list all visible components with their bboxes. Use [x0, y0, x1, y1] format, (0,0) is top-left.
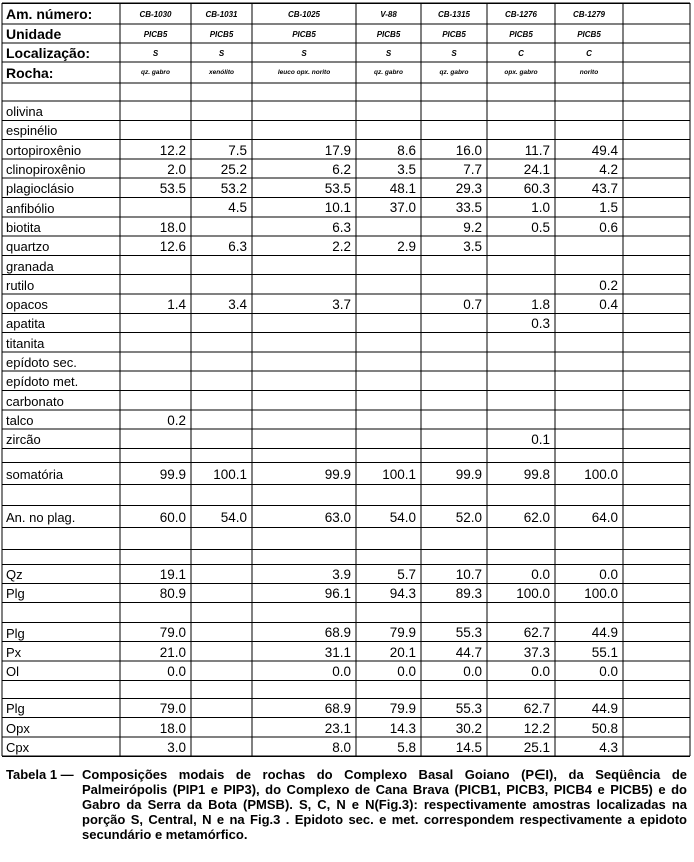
row-label: plagioclásio: [6, 181, 74, 197]
sample-unit: PICB5: [577, 29, 601, 39]
table-cell: 100.1: [382, 466, 416, 482]
sample-rock: qz. gabro: [141, 69, 170, 77]
sample-loc: S: [218, 48, 225, 58]
table-cell: 2.0: [167, 161, 186, 177]
table-cell: 100.0: [516, 586, 550, 602]
table-cell: 0.2: [599, 277, 618, 293]
table-cell: 99.9: [159, 466, 186, 482]
table-cell: 33.5: [455, 200, 482, 216]
sample-rock: norito: [579, 69, 599, 77]
table-cell: 24.1: [523, 161, 550, 177]
table-cell: 55.1: [591, 644, 618, 660]
table-cell: 60.0: [159, 509, 186, 525]
table-cell: 12.2: [159, 142, 186, 158]
table-cell: 0.0: [531, 567, 550, 583]
table-cell: 0.3: [531, 316, 550, 332]
row-label: ortopiroxênio: [6, 142, 82, 158]
row-label: zircão: [6, 432, 41, 448]
table-cell: 31.1: [324, 644, 351, 660]
table-cell: 21.0: [159, 644, 186, 660]
sample-loc: C: [518, 48, 524, 58]
header-label: Rocha:: [6, 64, 54, 81]
table-cell: 53.5: [324, 181, 351, 197]
row-label: anfibólio: [6, 200, 55, 216]
row-label: titanita: [6, 335, 45, 351]
table-cell: 17.9: [324, 142, 351, 158]
sample-loc: C: [586, 48, 592, 58]
table-cell: 79.9: [389, 701, 416, 717]
sample-loc: S: [385, 48, 392, 58]
table-cell: 19.1: [159, 567, 186, 583]
table-cell: 62.7: [523, 625, 550, 641]
table-cell: 55.3: [455, 625, 482, 641]
table-cell: 54.0: [220, 509, 247, 525]
caption-title: Tabela 1 —: [6, 767, 74, 782]
row-label: Plg: [6, 701, 25, 717]
table-cell: 7.7: [463, 161, 482, 177]
sample-rock: opx. gabro: [504, 69, 538, 77]
table-cell: 25.1: [523, 739, 550, 755]
table-cell: 49.4: [591, 142, 618, 158]
table-cell: 37.0: [389, 200, 416, 216]
table-cell: 37.3: [523, 644, 550, 660]
sample-code: CB-1276: [504, 9, 537, 19]
table-cell: 20.1: [389, 644, 416, 660]
table-cell: 29.3: [455, 181, 482, 197]
sample-loc: S: [301, 48, 307, 58]
sample-unit: PICB5: [209, 29, 234, 39]
row-label: espinélio: [6, 123, 58, 139]
table-cell: 62.0: [523, 509, 550, 525]
table-cell: 11.7: [524, 142, 550, 158]
sample-code: CB-1315: [437, 9, 470, 19]
row-label: olivina: [6, 104, 43, 120]
table-cell: 7.5: [228, 142, 247, 158]
row-label: epídoto sec.: [6, 355, 77, 371]
sample-unit: PICB5: [509, 29, 533, 39]
sample-code: CB-1025: [287, 9, 320, 19]
table-cell: 12.6: [159, 239, 186, 254]
table-cell: 68.9: [324, 625, 351, 641]
table-cell: 2.9: [397, 239, 416, 254]
table-cell: 60.3: [523, 181, 550, 197]
row-label: clinopiroxênio: [6, 162, 86, 178]
table-cell: 54.0: [389, 509, 416, 525]
table-caption: [6, 767, 690, 842]
table-cell: 62.7: [523, 701, 550, 717]
table-cell: 16.0: [455, 142, 482, 158]
table-cell: 99.9: [455, 466, 482, 482]
table-cell: 100.0: [584, 466, 618, 482]
sample-rock: xenólito: [209, 69, 234, 77]
table-cell: 0.0: [332, 663, 351, 679]
table-cell: 5.8: [397, 739, 416, 755]
row-label: epídoto met.: [6, 374, 79, 390]
row-label: An. no plag.: [6, 509, 76, 525]
table-cell: 3.4: [228, 296, 247, 312]
table-cell: 79.0: [159, 625, 186, 641]
table-cell: 12.2: [523, 720, 550, 736]
table-cell: 0.0: [531, 663, 550, 679]
table-cell: 44.7: [455, 644, 482, 660]
table-cell: 9.2: [463, 219, 482, 235]
table-cell: 18.0: [159, 720, 186, 736]
table-cell: 3.0: [167, 739, 186, 755]
sample-rock: qz. gabro: [374, 69, 403, 77]
table-cell: 23.1: [324, 720, 351, 736]
table-cell: 30.2: [455, 720, 482, 736]
table-cell: 50.8: [591, 720, 618, 736]
table-cell: 5.7: [397, 567, 416, 583]
table-cell: 1.4: [167, 296, 186, 312]
table-cell: 63.0: [324, 509, 351, 525]
table-cell: 0.0: [167, 663, 186, 679]
table-cell: 79.0: [159, 701, 186, 717]
table-cell: 25.2: [220, 161, 247, 177]
table-cell: 79.9: [389, 625, 416, 641]
row-label: Px: [6, 644, 22, 660]
sample-loc: S: [451, 48, 457, 58]
row-label: Plg: [6, 625, 25, 641]
row-label: Qz: [6, 567, 23, 583]
table-cell: 0.0: [397, 663, 416, 679]
sample-loc: S: [152, 48, 159, 58]
table-cell: 6.3: [228, 239, 247, 254]
table-cell: 8.0: [332, 739, 351, 755]
table-cell: 0.0: [599, 567, 618, 583]
table-cell: 68.9: [324, 701, 351, 717]
table-cell: 53.2: [220, 181, 247, 197]
sample-rock: qz. gabro: [439, 69, 469, 77]
table-cell: 4.2: [599, 161, 618, 177]
table-cell: 2.2: [332, 239, 351, 254]
row-label: Ol: [6, 664, 19, 680]
table-cell: 1.5: [599, 200, 618, 216]
table-cell: 6.3: [332, 219, 351, 235]
table-cell: 3.7: [332, 296, 351, 312]
sample-code: CB-1031: [205, 9, 238, 19]
table-cell: 99.9: [324, 466, 351, 482]
table-cell: 0.5: [531, 219, 550, 235]
table-cell: 100.0: [584, 586, 618, 602]
table-cell: 1.8: [531, 296, 550, 312]
sample-unit: PICB5: [376, 29, 401, 39]
row-label: rutilo: [6, 277, 35, 293]
row-label: granada: [6, 258, 54, 274]
table-cell: 14.5: [455, 739, 482, 755]
sample-code: V-88: [380, 9, 397, 19]
header-label: Localização:: [6, 44, 91, 61]
sample-unit: PICB5: [143, 29, 168, 39]
table-cell: 3.5: [397, 161, 416, 177]
row-label: Cpx: [6, 740, 30, 756]
table-cell: 3.9: [332, 567, 351, 583]
table-cell: 53.5: [159, 181, 186, 197]
row-label: talco: [6, 412, 34, 428]
table-cell: 4.3: [599, 739, 618, 755]
table-cell: 0.2: [167, 412, 186, 428]
table-cell: 94.3: [389, 586, 416, 602]
table-cell: 43.7: [591, 181, 618, 197]
table-cell: 0.4: [599, 296, 618, 312]
row-label: carbonato: [6, 393, 64, 409]
sample-code: CB-1279: [572, 9, 605, 19]
table-cell: 99.8: [523, 466, 550, 482]
table-cell: 10.7: [455, 567, 482, 583]
header-label: Unidade: [6, 25, 62, 42]
table-cell: 18.0: [159, 219, 186, 235]
table-cell: 6.2: [332, 161, 351, 177]
table-cell: 44.9: [591, 625, 618, 641]
table-cell: 64.0: [591, 509, 618, 525]
sample-unit: PICB5: [292, 29, 316, 39]
table-cell: 3.5: [463, 239, 482, 254]
row-label: apatita: [6, 316, 46, 332]
sample-rock: leuco opx. norito: [277, 69, 331, 77]
table-cell: 44.9: [591, 701, 618, 717]
table-cell: 55.3: [455, 701, 482, 717]
row-label: quartzo: [6, 239, 50, 255]
table-cell: 14.3: [389, 720, 416, 736]
row-label: Plg: [6, 586, 25, 602]
table-cell: 100.1: [213, 466, 247, 482]
table-cell: 0.1: [531, 432, 550, 447]
table-cell: 8.6: [397, 142, 416, 158]
table-cell: 89.3: [455, 586, 482, 602]
table-cell: 0.0: [463, 663, 482, 679]
row-label: Opx: [6, 720, 30, 736]
table-cell: 0.6: [599, 219, 618, 235]
table-cell: 48.1: [389, 181, 416, 197]
sample-code: CB-1030: [139, 9, 172, 19]
table-cell: 0.7: [463, 296, 482, 312]
table-cell: 96.1: [324, 586, 351, 602]
header-label: Am. número:: [6, 5, 93, 22]
table-cell: 1.0: [531, 200, 550, 216]
table-cell: 0.0: [599, 663, 618, 679]
row-label: somatória: [6, 466, 64, 482]
row-label: opacos: [6, 297, 48, 313]
table-cell: 80.9: [159, 586, 186, 602]
caption-text: Composições modais de rochas do Complexo Basal Goiano (P∈I), da Seqüência de Palmeirópolis (PIP1 e PIP3), do Complexo de Cana Brava (PICB1, PICB3, PICB4 e PICB5) e do Gabro da Serra da Bota (PMSB). S, C, N e N(Fig.3): respectivamente amostras localizadas na porção S, Central, N e na Fig.3 . Epidoto sec. e met. correspondem respectivamente a epidoto secundário e metamórfico.: [82, 767, 687, 842]
row-label: biotita: [6, 219, 41, 235]
table-cell: 10.1: [324, 200, 351, 216]
table-cell: 52.0: [455, 509, 482, 525]
table-cell: 4.5: [228, 200, 247, 216]
sample-unit: PICB5: [442, 29, 466, 39]
